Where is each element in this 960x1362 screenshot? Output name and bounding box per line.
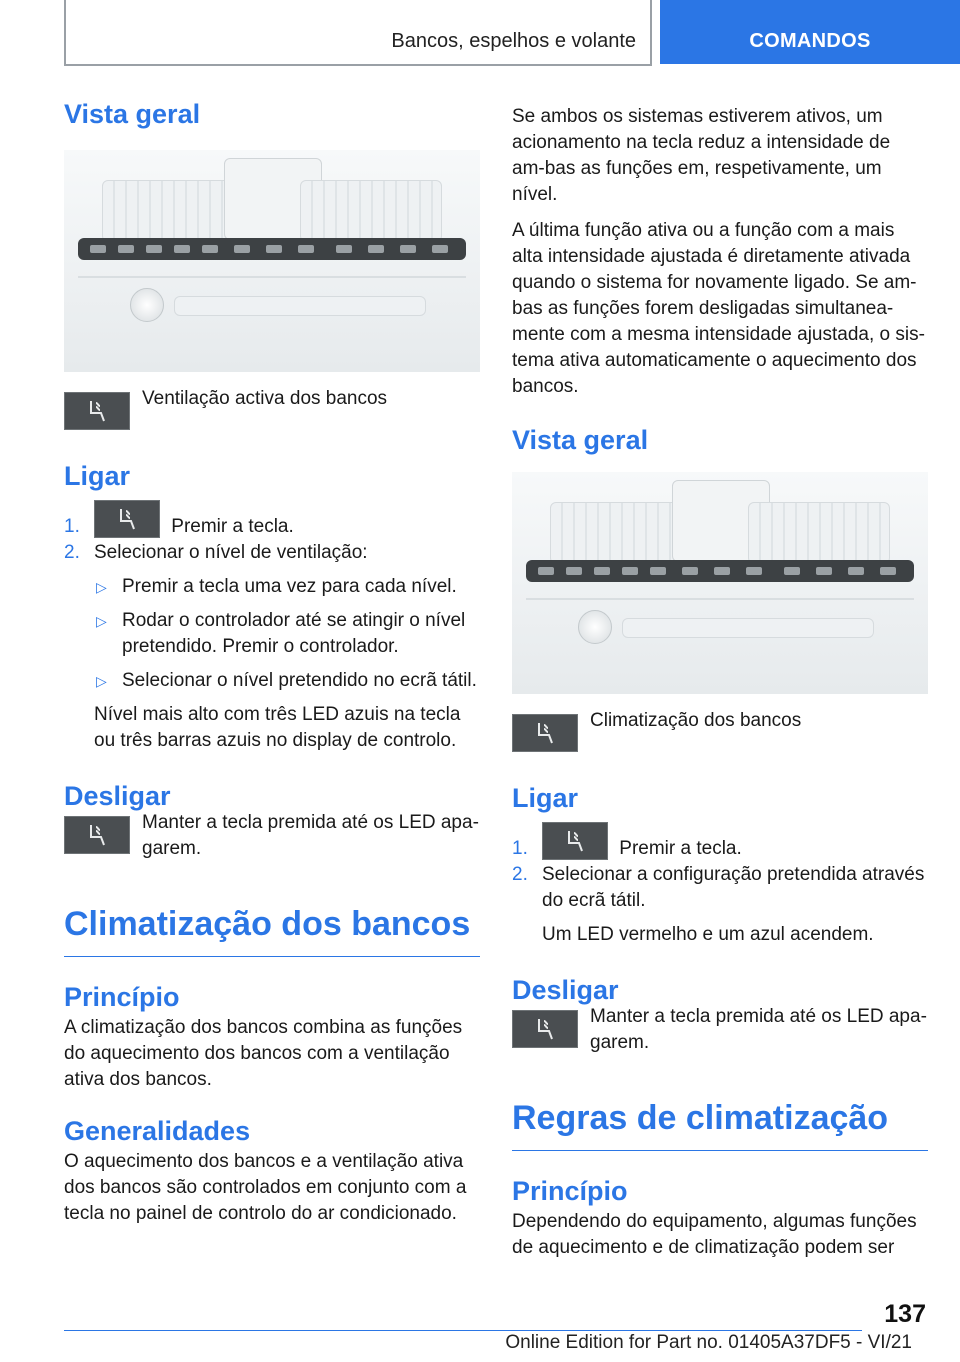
lower-panel — [174, 296, 426, 316]
generalidades-text: O aquecimento dos bancos e a ventilação ativa dos bancos são controlados em conjunto com a tecla no painel de controlo do ar condicionado. — [64, 1151, 467, 1224]
step-1 — [512, 822, 928, 862]
icon-caption: Ventilação activa dos bancos — [142, 388, 388, 409]
principio-text: Dependendo do equipamento, algumas funções de aquecimento e de climatização podem ser — [512, 1211, 917, 1258]
chapter-tab[interactable] — [660, 0, 960, 64]
step-1-text: Premir a tecla. — [619, 838, 742, 859]
dash-trim — [526, 598, 914, 600]
bullet-item: ▷ Rodar o controlador até se atingir o nível pretendido. Premir o controlador. — [96, 610, 466, 657]
footer-rule — [64, 1330, 862, 1331]
step-2-text: Selecionar o nível de ventilação: — [94, 542, 368, 563]
seat-climate-icon — [542, 822, 608, 860]
step-1-number: 1. — [64, 516, 80, 537]
air-vent-left — [102, 180, 244, 242]
climate-button-strip — [78, 238, 466, 260]
bullet-item: ▷ Selecionar o nível pretendido no ecrã tátil. — [96, 670, 477, 691]
controller-knob — [130, 288, 164, 322]
seat-ventilation-icon — [64, 816, 130, 854]
heading-ligar: Ligar — [512, 783, 579, 813]
lower-panel — [622, 618, 874, 638]
air-vent-right — [300, 180, 442, 242]
air-vent-right — [748, 502, 890, 564]
step-2-text: Selecionar a configuração pretendida através do ecrã tátil. — [542, 864, 925, 911]
page-number: 137 — [884, 1300, 926, 1328]
step-1 — [64, 500, 480, 540]
seat-climate-icon — [512, 714, 578, 752]
step-2-note: Um LED vermelho e um azul acendem. — [542, 924, 874, 945]
heading-vista-geral: Vista geral — [64, 99, 201, 129]
seat-ventilation-icon — [94, 500, 160, 538]
step-1-text: Premir a tecla. — [171, 516, 294, 537]
desligar-row — [512, 1006, 928, 1056]
chapter-tab-label: COMANDOS — [749, 30, 871, 52]
desligar-text: Manter a tecla premida até os LED apa-garem. — [590, 1006, 927, 1053]
desligar-text: Manter a tecla premida até os LED apa-garem. — [142, 812, 479, 859]
footer-edition: Online Edition for Part no. 01405A37DF5 - VI/21 — [505, 1332, 912, 1353]
heading-principio: Princípio — [512, 1176, 628, 1206]
intro-paragraph-1: Se ambos os sistemas estiverem ativos, um acionamento na tecla reduz a intensidade de am-bas as funções em, respetivamente, um nível. — [512, 106, 891, 205]
step-2 — [512, 862, 928, 914]
principio-text: A climatização dos bancos combina as funções do aquecimento dos bancos com a ventilação ativa dos bancos. — [64, 1017, 463, 1090]
dash-trim — [78, 276, 466, 278]
climate-button-strip — [526, 560, 914, 582]
controller-knob — [578, 610, 612, 644]
step-1-number: 1. — [512, 838, 528, 859]
header-section-title: Bancos, espelhos e volante — [391, 30, 636, 52]
heading-principio: Princípio — [64, 982, 180, 1012]
icon-caption-row — [512, 710, 928, 752]
heading-ligar: Ligar — [64, 461, 131, 491]
seat-climate-icon — [512, 1010, 578, 1048]
intro-paragraph-2: A última função ativa ou a função com a mais alta intensidade ajustada é diretamente ativada quando o sistema for novamente ligado. Se am-bas as funções forem desligadas simultanea-mente com a mesma intensidade ajustada, o sis-tema ativa automaticamente o aquecimento dos bancos. — [512, 220, 925, 397]
bullet-item: ▷ Premir a tecla uma vez para cada nível. — [96, 576, 457, 597]
dashboard-illustration — [512, 472, 928, 694]
heading-desligar: Desligar — [64, 781, 171, 811]
heading-desligar: Desligar — [512, 975, 619, 1005]
seat-ventilation-icon — [64, 392, 130, 430]
step-2 — [64, 540, 480, 566]
right-column — [512, 104, 928, 1261]
section-title-climatizacao: Climatização dos bancos — [64, 902, 480, 957]
step-2-note: Nível mais alto com três LED azuis na tecla ou três barras azuis no display de controlo. — [94, 704, 461, 751]
step-2-number: 2. — [64, 542, 80, 563]
icon-caption: Climatização dos bancos — [590, 710, 802, 731]
desligar-row — [64, 812, 480, 862]
step-2-number: 2. — [512, 864, 528, 885]
left-column — [64, 96, 480, 1227]
header-section-box — [64, 0, 652, 66]
dashboard-illustration — [64, 150, 480, 372]
heading-vista-geral: Vista geral — [512, 425, 649, 455]
heading-generalidades: Generalidades — [64, 1116, 251, 1146]
icon-caption-row — [64, 388, 480, 430]
air-vent-left — [550, 502, 692, 564]
section-title-regras: Regras de climatização — [512, 1096, 928, 1151]
